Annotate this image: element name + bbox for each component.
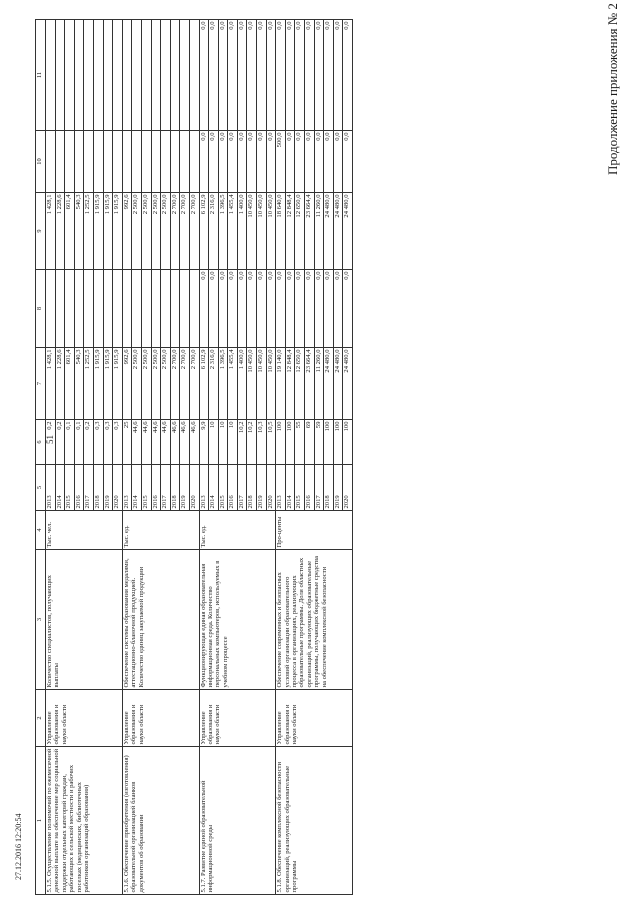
table-row [199, 20, 209, 895]
value-cell: 0,0 [228, 131, 238, 193]
value-cell: 6 102,9 [199, 348, 209, 420]
value-cell: 0,0 [218, 131, 228, 193]
year-cell: 2019 [257, 465, 267, 511]
value-cell: 0,0 [333, 20, 343, 131]
value-cell: 0,0 [237, 20, 247, 131]
year-cell: 2016 [305, 465, 315, 511]
value-cell: 10 [209, 420, 219, 465]
value-cell: 2 500,0 [132, 348, 142, 420]
value-cell: 44,6 [141, 420, 151, 465]
year-cell: 2018 [247, 465, 257, 511]
value-cell: 10,5 [266, 420, 276, 465]
year-cell: 2019 [180, 465, 190, 511]
value-cell [189, 20, 199, 131]
column-header: 11 [36, 20, 46, 131]
value-cell: 0,0 [324, 131, 334, 193]
value-cell [189, 270, 199, 348]
value-cell: 2 700,0 [180, 348, 190, 420]
value-cell: 1 455,4 [228, 193, 238, 270]
value-cell: 0,0 [324, 270, 334, 348]
value-cell: 12 848,4 [285, 348, 295, 420]
value-cell [161, 270, 171, 348]
value-cell: 0,0 [276, 20, 286, 131]
value-cell: 1 400,0 [237, 193, 247, 270]
value-cell [141, 131, 151, 193]
value-cell: 44,6 [151, 420, 161, 465]
year-cell: 2015 [141, 465, 151, 511]
value-cell: 69 [305, 420, 315, 465]
value-cell [170, 131, 180, 193]
value-cell [55, 270, 65, 348]
year-cell: 2018 [93, 465, 103, 511]
value-cell: 0,0 [266, 270, 276, 348]
executor-cell: Управление образования и науки области [46, 690, 123, 747]
value-cell: 2 500,0 [151, 348, 161, 420]
value-cell: 0,0 [285, 270, 295, 348]
value-cell [74, 20, 84, 131]
value-cell: 1 915,9 [113, 348, 123, 420]
value-cell: 0,0 [247, 20, 257, 131]
value-cell: 1 915,9 [93, 348, 103, 420]
value-cell: 1 228,6 [55, 348, 65, 420]
value-cell: 0,0 [218, 20, 228, 131]
value-cell: 2 700,0 [180, 193, 190, 270]
value-cell: 46,6 [189, 420, 199, 465]
column-number-row [36, 20, 46, 895]
value-cell [151, 131, 161, 193]
value-cell: 0,0 [228, 20, 238, 131]
value-cell: 0,0 [333, 270, 343, 348]
value-cell: 24 480,0 [333, 193, 343, 270]
value-cell [46, 20, 56, 131]
year-cell: 2016 [151, 465, 161, 511]
value-cell: 0,0 [237, 270, 247, 348]
value-cell: 2 700,0 [170, 348, 180, 420]
value-cell: 0,0 [257, 270, 267, 348]
value-cell: 2 500,0 [141, 193, 151, 270]
value-cell: 0,0 [285, 20, 295, 131]
value-cell [46, 270, 56, 348]
value-cell: 601,4 [65, 348, 75, 420]
value-cell: 2 700,0 [189, 193, 199, 270]
value-cell: 0,0 [257, 20, 267, 131]
year-cell: 2020 [189, 465, 199, 511]
value-cell: 23 664,4 [305, 348, 315, 420]
value-cell: 1 396,5 [218, 193, 228, 270]
value-cell [46, 131, 56, 193]
value-cell: 12 650,0 [295, 193, 305, 270]
value-cell: 100 [276, 420, 286, 465]
indicator-cell: Обеспечение современных и безопасных условий организации образовательного процесса в организациях, реализующих образовательные программы. Доля областных организаций, реализующих образовательные программы, получающих бюджетные средства на обеспечение комплексной безопасности [276, 550, 353, 690]
year-cell: 2015 [218, 465, 228, 511]
value-cell [113, 20, 123, 131]
value-cell: 0,0 [343, 20, 353, 131]
value-cell: 0,1 [74, 420, 84, 465]
year-cell: 2020 [113, 465, 123, 511]
year-cell: 2017 [237, 465, 247, 511]
value-cell: 0,0 [305, 131, 315, 193]
value-cell: 12 650,0 [295, 348, 305, 420]
year-cell: 2015 [295, 465, 305, 511]
value-cell: 2 316,0 [209, 348, 219, 420]
value-cell: 1 396,5 [218, 348, 228, 420]
unit-cell: Про-центы [276, 511, 353, 550]
value-cell: 0,0 [199, 131, 209, 193]
year-cell: 2018 [324, 465, 334, 511]
value-cell [170, 20, 180, 131]
value-cell: 2 500,0 [132, 193, 142, 270]
value-cell: 2 316,0 [209, 193, 219, 270]
value-cell [74, 131, 84, 193]
value-cell: 2 500,0 [161, 348, 171, 420]
value-cell [84, 20, 94, 131]
value-cell: 1 252,5 [84, 193, 94, 270]
value-cell [132, 20, 142, 131]
executor-cell: Управление образования и науки области [276, 690, 353, 747]
year-cell: 2015 [65, 465, 75, 511]
appendix-title: Продолжение приложения № 2 [605, 3, 620, 175]
column-header: 8 [36, 270, 46, 348]
value-cell: 0,0 [218, 270, 228, 348]
year-cell: 2016 [228, 465, 238, 511]
value-cell: 10 450,0 [266, 348, 276, 420]
value-cell [122, 131, 132, 193]
value-cell: 0,0 [343, 131, 353, 193]
program-measures-table [35, 19, 353, 895]
indicator-cell: Функционирующая единая образовательная информационная среда. Количество персональных компьютеров, используемых в учебном процессе [199, 550, 276, 690]
year-cell: 2013 [199, 465, 209, 511]
value-cell: 0,0 [295, 131, 305, 193]
value-cell [103, 131, 113, 193]
executor-cell: Управление образования и науки области [199, 690, 276, 747]
value-cell: 100 [343, 420, 353, 465]
value-cell: 0,0 [305, 20, 315, 131]
value-cell: 0,0 [209, 20, 219, 131]
value-cell: 24 480,0 [343, 193, 353, 270]
year-cell: 2013 [46, 465, 56, 511]
measure-cell: 5.1.8. Обеспечение комплексной безопасности организаций, реализующих образовательные программы [276, 747, 353, 895]
column-header: 5 [36, 465, 46, 511]
year-cell: 2014 [55, 465, 65, 511]
value-cell: 992,6 [122, 193, 132, 270]
value-cell: 1 915,9 [93, 193, 103, 270]
year-cell: 2013 [276, 465, 286, 511]
value-cell: 11 260,0 [314, 348, 324, 420]
year-cell: 2019 [333, 465, 343, 511]
year-cell: 2018 [170, 465, 180, 511]
value-cell [65, 131, 75, 193]
value-cell: 2 500,0 [161, 193, 171, 270]
value-cell: 540,3 [74, 348, 84, 420]
value-cell: 0,0 [199, 270, 209, 348]
value-cell: 10 450,0 [247, 348, 257, 420]
value-cell: 100 [285, 420, 295, 465]
table-row [276, 20, 286, 895]
value-cell [55, 20, 65, 131]
value-cell: 0,0 [314, 270, 324, 348]
value-cell: 540,3 [74, 193, 84, 270]
value-cell: 10,2 [247, 420, 257, 465]
value-cell: 1 915,9 [103, 193, 113, 270]
value-cell: 500,0 [276, 131, 286, 193]
value-cell: 0,3 [113, 420, 123, 465]
value-cell [189, 131, 199, 193]
column-header: 6 [36, 420, 46, 465]
column-header: 2 [36, 690, 46, 747]
value-cell [180, 20, 190, 131]
unit-cell: Тыс. ед. [122, 511, 199, 550]
year-cell: 2016 [74, 465, 84, 511]
column-header: 9 [36, 193, 46, 270]
value-cell: 23 664,4 [305, 193, 315, 270]
value-cell: 2 500,0 [151, 193, 161, 270]
column-header: 7 [36, 348, 46, 420]
print-timestamp: 27.12.2016 12:20:54 [14, 813, 23, 880]
column-header: 4 [36, 511, 46, 550]
value-cell: 1 428,1 [46, 193, 56, 270]
indicator-cell: Обеспечение системы образования медалями, аттестационно-бланочной продукцией. Количество единиц закупаемой продукции [122, 550, 199, 690]
value-cell: 59 [314, 420, 324, 465]
value-cell: 0,0 [343, 270, 353, 348]
program-measures-table-container [35, 20, 580, 895]
value-cell [151, 20, 161, 131]
value-cell: 6 102,9 [199, 193, 209, 270]
value-cell: 2 700,0 [189, 348, 199, 420]
value-cell [93, 131, 103, 193]
value-cell [65, 20, 75, 131]
value-cell [84, 270, 94, 348]
value-cell: 0,0 [266, 131, 276, 193]
value-cell: 44,6 [161, 420, 171, 465]
value-cell [84, 131, 94, 193]
value-cell: 11 260,0 [314, 193, 324, 270]
year-cell: 2017 [161, 465, 171, 511]
value-cell [113, 131, 123, 193]
value-cell: 992,6 [122, 348, 132, 420]
year-cell: 2017 [314, 465, 324, 511]
value-cell [151, 270, 161, 348]
table-body [46, 20, 353, 895]
value-cell: 10,2 [237, 420, 247, 465]
value-cell [180, 270, 190, 348]
value-cell: 100 [324, 420, 334, 465]
value-cell [93, 20, 103, 131]
value-cell: 10 450,0 [257, 193, 267, 270]
column-header: 3 [36, 550, 46, 690]
value-cell [122, 20, 132, 131]
value-cell [65, 270, 75, 348]
value-cell: 0,0 [247, 131, 257, 193]
value-cell: 1 400,0 [237, 348, 247, 420]
year-cell: 2019 [103, 465, 113, 511]
value-cell: 0,0 [285, 131, 295, 193]
value-cell [141, 270, 151, 348]
value-cell: 0,0 [247, 270, 257, 348]
page-number: 51 [45, 435, 55, 444]
value-cell: 10 450,0 [266, 193, 276, 270]
value-cell [55, 131, 65, 193]
value-cell: 24 480,0 [324, 348, 334, 420]
value-cell: 10,3 [257, 420, 267, 465]
value-cell [180, 131, 190, 193]
value-cell [141, 20, 151, 131]
value-cell: 55 [295, 420, 305, 465]
value-cell [113, 270, 123, 348]
value-cell: 0,3 [93, 420, 103, 465]
value-cell: 0,0 [199, 20, 209, 131]
value-cell [103, 20, 113, 131]
value-cell: 0,3 [103, 420, 113, 465]
value-cell [161, 20, 171, 131]
measure-cell: 5.1.7. Развитие единой образовательной информационной среды [199, 747, 276, 895]
value-cell: 24 480,0 [343, 348, 353, 420]
value-cell: 0,0 [257, 131, 267, 193]
year-cell: 2014 [132, 465, 142, 511]
value-cell: 0,0 [276, 270, 286, 348]
value-cell: 1 428,1 [46, 348, 56, 420]
value-cell: 0,2 [55, 420, 65, 465]
value-cell [132, 270, 142, 348]
table-row [46, 20, 56, 895]
value-cell: 1 228,6 [55, 193, 65, 270]
value-cell: 46,6 [170, 420, 180, 465]
value-cell: 19 140,0 [276, 348, 286, 420]
value-cell: 100 [333, 420, 343, 465]
value-cell [103, 270, 113, 348]
value-cell: 24 480,0 [324, 193, 334, 270]
measure-cell: 5.1.5. Осуществление полномочий по ежемесячной денежной выплате на обеспечение мер социальной поддержки отдельных категорий граждан, работающих в сельской местности и рабочих поселках (медицинских, библиотечных работников организаций образования) [46, 747, 123, 895]
value-cell: 24 480,0 [333, 348, 343, 420]
value-cell: 18 640,0 [276, 193, 286, 270]
value-cell: 12 848,4 [285, 193, 295, 270]
value-cell: 0,0 [295, 20, 305, 131]
indicator-cell: Количество специалистов, получающих выплаты [46, 550, 123, 690]
value-cell: 0,0 [209, 131, 219, 193]
value-cell: 1 455,4 [228, 348, 238, 420]
year-cell: 2017 [84, 465, 94, 511]
value-cell: 10 450,0 [247, 193, 257, 270]
value-cell [93, 270, 103, 348]
value-cell [132, 131, 142, 193]
value-cell: 2 500,0 [141, 348, 151, 420]
year-cell: 2014 [209, 465, 219, 511]
value-cell [122, 270, 132, 348]
value-cell: 0,0 [228, 270, 238, 348]
measure-cell: 5.1.6. Обеспечение приобретения (изготовления) образовательной организацией бланков документов об образовании [122, 747, 199, 895]
value-cell: 0,0 [314, 20, 324, 131]
value-cell: 1 915,9 [103, 348, 113, 420]
executor-cell: Управление образования и науки области [122, 690, 199, 747]
value-cell: 0,0 [314, 131, 324, 193]
table-row [122, 20, 132, 895]
value-cell [161, 131, 171, 193]
value-cell: 0,1 [65, 420, 75, 465]
value-cell: 601,4 [65, 193, 75, 270]
value-cell [74, 270, 84, 348]
unit-cell: Тыс. чел. [46, 511, 123, 550]
value-cell: 0,0 [266, 20, 276, 131]
year-cell: 2020 [343, 465, 353, 511]
value-cell: 10 [218, 420, 228, 465]
value-cell: 0,0 [305, 270, 315, 348]
column-header: 1 [36, 747, 46, 895]
value-cell: 0,2 [46, 420, 56, 465]
value-cell: 46,6 [180, 420, 190, 465]
value-cell [170, 270, 180, 348]
year-cell: 2014 [285, 465, 295, 511]
value-cell: 0,0 [324, 20, 334, 131]
year-cell: 2020 [266, 465, 276, 511]
value-cell: 2 700,0 [170, 193, 180, 270]
value-cell: 10 450,0 [257, 348, 267, 420]
year-cell: 2013 [122, 465, 132, 511]
value-cell: 0,2 [84, 420, 94, 465]
unit-cell: Тыс. ед. [199, 511, 276, 550]
value-cell: 0,0 [209, 270, 219, 348]
value-cell: 9,9 [199, 420, 209, 465]
value-cell: 0,0 [237, 131, 247, 193]
value-cell: 44,6 [132, 420, 142, 465]
value-cell: 1 915,9 [113, 193, 123, 270]
value-cell: 0,0 [295, 270, 305, 348]
column-header: 10 [36, 131, 46, 193]
value-cell: 25 [122, 420, 132, 465]
value-cell: 1 252,5 [84, 348, 94, 420]
value-cell: 10 [228, 420, 238, 465]
value-cell: 0,0 [333, 131, 343, 193]
